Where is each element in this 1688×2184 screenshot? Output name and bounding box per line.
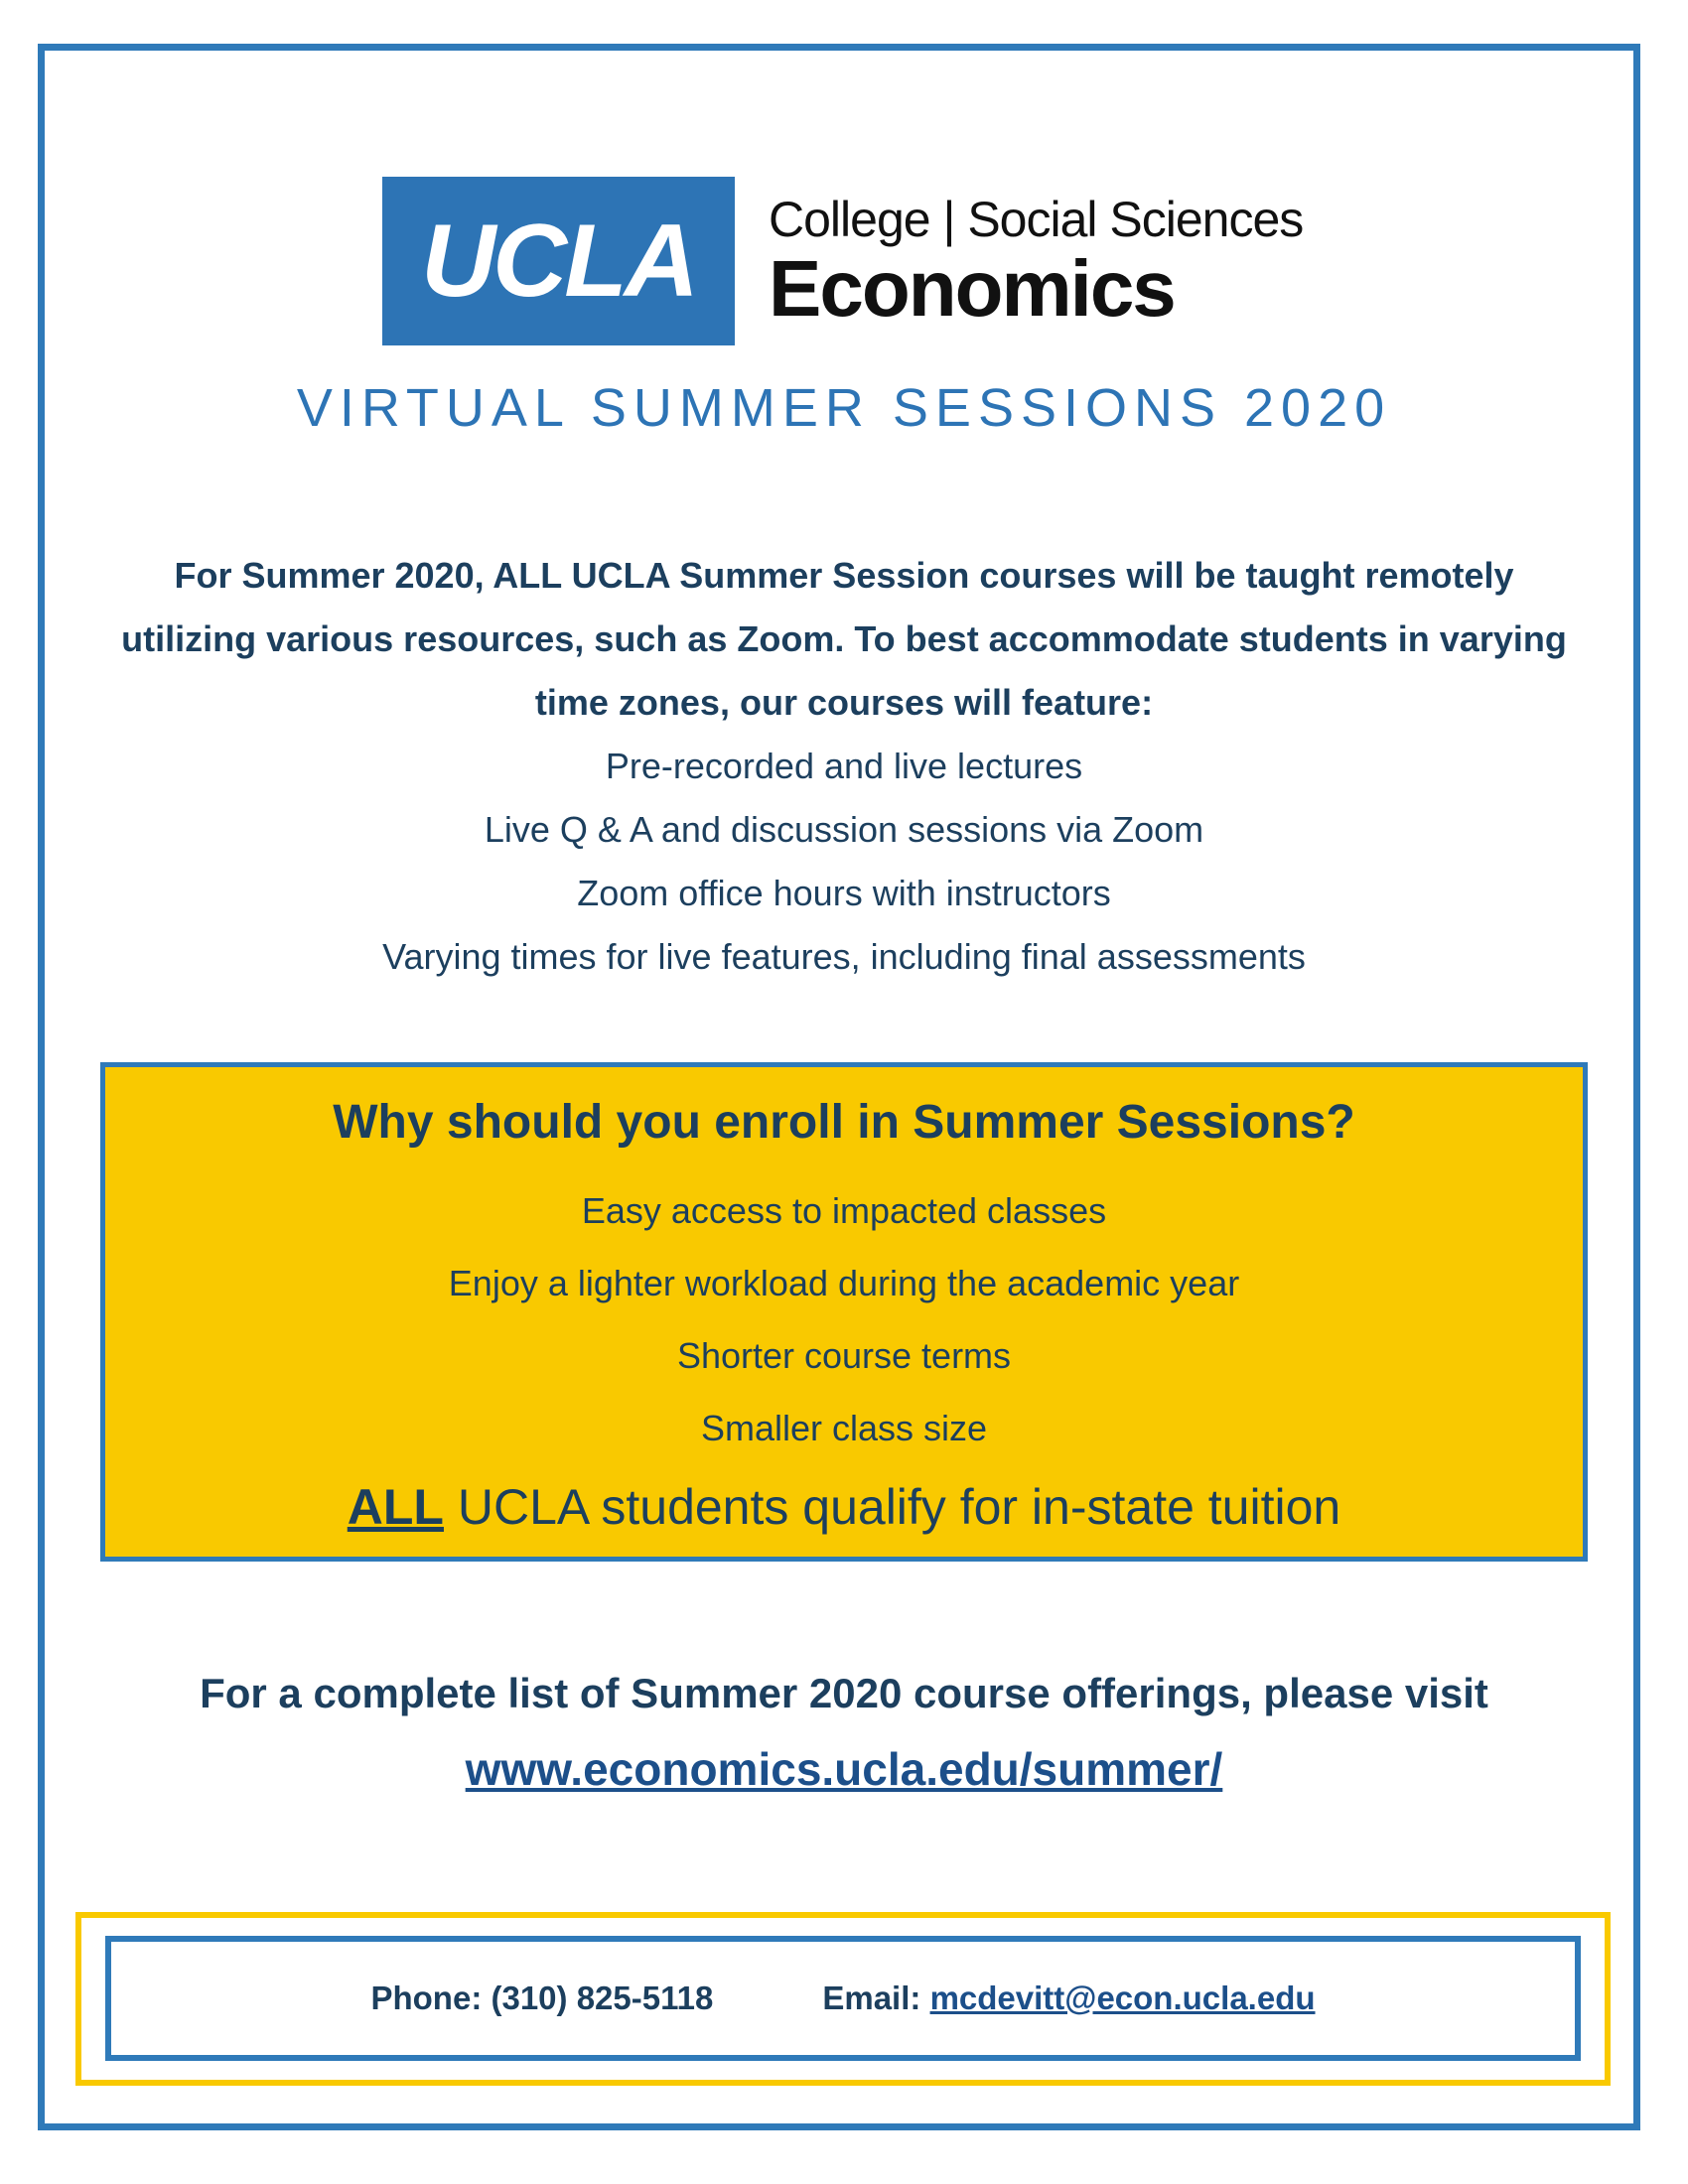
phone-number: (310) 825-5118: [491, 1979, 714, 2016]
contact-box-outer: [75, 1912, 1611, 2086]
in-state-tuition-statement: [105, 1472, 1583, 1542]
feature-item: Varying times for live features, including final assessments: [382, 936, 1306, 977]
reason-list: [105, 1174, 1583, 1464]
course-offerings-section: [0, 1656, 1688, 1809]
page-title: VIRTUAL SUMMER SESSIONS 2020: [296, 378, 1392, 438]
why-enroll-heading: Why should you enroll in Summer Sessions?: [333, 1096, 1355, 1149]
contact-box: [105, 1936, 1581, 2061]
intro-section: [119, 544, 1569, 989]
logo-college-line: College | Social Sciences: [769, 192, 1304, 247]
reason-item: Easy access to impacted classes: [581, 1190, 1107, 1231]
feature-item: Pre-recorded and live lectures: [605, 746, 1083, 786]
feature-item: Zoom office hours with instructors: [577, 873, 1111, 913]
intro-paragraph: For Summer 2020, ALL UCLA Summer Session courses will be taught remotely utilizing various resources, such as Zoom. To best accommodate students in varying time zones, our courses will feature:: [121, 555, 1567, 723]
ucla-logo-mark: UCLA: [382, 177, 735, 345]
feature-item: Live Q & A and discussion sessions via Zoom: [484, 809, 1204, 850]
reason-item: Smaller class size: [700, 1408, 988, 1448]
why-enroll-box: [100, 1062, 1588, 1562]
reason-item: Enjoy a lighter workload during the academic year: [448, 1263, 1240, 1303]
course-offerings-link[interactable]: www.economics.ucla.edu/summer/: [465, 1743, 1223, 1795]
phone-label: Phone:: [370, 1979, 483, 2016]
email-label: Email:: [822, 1979, 921, 2016]
tuition-text: UCLA students qualify for in-state tuition: [443, 1479, 1341, 1535]
email-contact: [822, 1979, 1315, 2017]
feature-list: [119, 735, 1569, 989]
email-link[interactable]: mcdevitt@econ.ucla.edu: [929, 1979, 1316, 2016]
all-emphasis: ALL: [347, 1479, 444, 1535]
logo-department-line: Economics: [769, 244, 1175, 333]
ucla-economics-logo: [382, 177, 1303, 345]
course-offerings-text: For a complete list of Summer 2020 course offerings, please visit: [200, 1670, 1488, 1716]
phone-contact: [370, 1979, 713, 2017]
reason-item: Shorter course terms: [676, 1335, 1012, 1376]
logo-wordmark: [769, 192, 1303, 331]
